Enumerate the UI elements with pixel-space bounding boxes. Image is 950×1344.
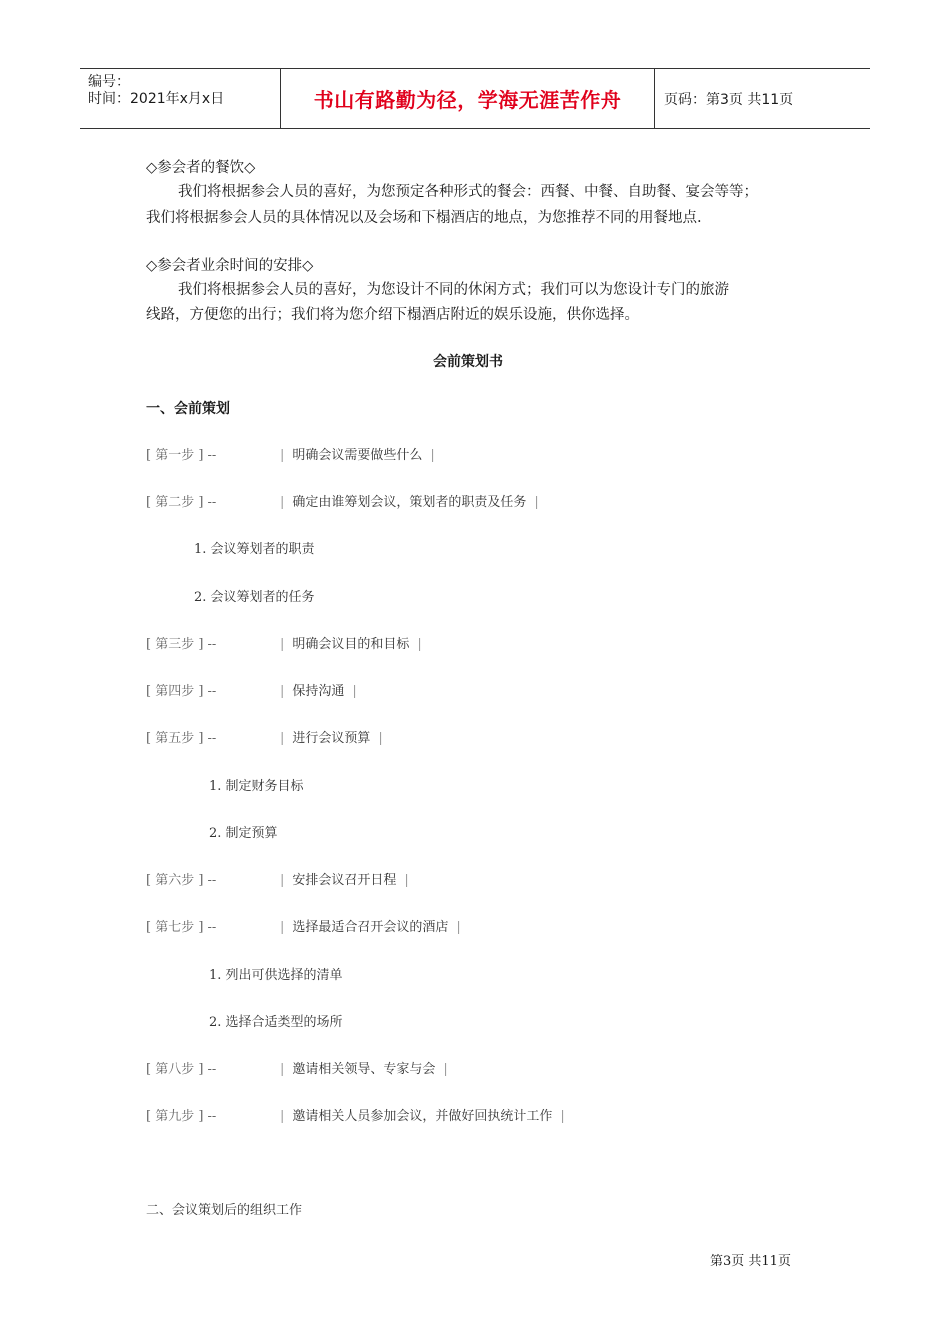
step-label: [ 第一步 ] -- — [146, 448, 217, 463]
header-motto-cell — [281, 69, 655, 128]
substep-item: 1. 制定财务目标 — [209, 779, 304, 794]
step-text: | 安排会议召开日程 | — [280, 873, 409, 888]
part1-title: 一、会前策划 — [146, 401, 230, 417]
step-text: | 保持沟通 | — [280, 684, 357, 699]
page-label: 页码：第3页 共11页 — [664, 91, 794, 108]
step-text: | 邀请相关领导、专家与会 | — [280, 1062, 448, 1077]
header-table — [80, 68, 870, 129]
step-text: | 选择最适合召开会议的酒店 | — [280, 920, 461, 935]
header-page-cell — [655, 69, 870, 128]
part2-title: 二、会议策划后的组织工作 — [146, 1203, 303, 1218]
step-text: | 进行会议预算 | — [280, 731, 383, 746]
leisure-title: ◇参会者业余时间的安排◇ — [146, 258, 314, 274]
step-text: | 明确会议目的和目标 | — [280, 637, 422, 652]
step-label: [ 第二步 ] -- — [146, 495, 217, 510]
code-label: 编号： — [88, 74, 130, 90]
doc-title: 会前策划书 — [433, 354, 503, 370]
substep-item: 2. 选择合适类型的场所 — [209, 1015, 343, 1030]
step-text: | 邀请相关人员参加会议，并做好回执统计工作 | — [280, 1109, 565, 1124]
page-footer: 第3页 共11页 — [710, 1254, 791, 1269]
header-left-cell — [80, 69, 281, 128]
step-text: | 确定由谁筹划会议，策划者的职责及任务 | — [280, 495, 539, 510]
step-label: [ 第三步 ] -- — [146, 637, 217, 652]
substep-item: 2. 制定预算 — [209, 826, 278, 841]
step-label: [ 第四步 ] -- — [146, 684, 217, 699]
dining-title: ◇参会者的餐饮◇ — [146, 160, 256, 176]
step-label: [ 第五步 ] -- — [146, 731, 217, 746]
dining-paragraph-line2: 我们将根据参会人员的具体情况以及会场和下榻酒店的地点，为您推荐不同的用餐地点. — [146, 210, 702, 226]
substep-item: 1. 会议筹划者的职责 — [194, 542, 315, 557]
time-label: 时间：2021年x月x日 — [88, 91, 225, 107]
step-text: | 明确会议需要做些什么 | — [280, 448, 435, 463]
substep-item: 1. 列出可供选择的清单 — [209, 968, 343, 983]
substep-item: 2. 会议筹划者的任务 — [194, 590, 315, 605]
step-label: [ 第八步 ] -- — [146, 1062, 217, 1077]
leisure-paragraph-line1: 我们将根据参会人员的喜好，为您设计不同的休闲方式；我们可以为您设计专门的旅游 — [178, 282, 729, 298]
motto: 书山有路勤为径，学海无涯苦作舟 — [313, 88, 622, 112]
step-label: [ 第六步 ] -- — [146, 873, 217, 888]
step-label: [ 第七步 ] -- — [146, 920, 217, 935]
leisure-paragraph-line2: 线路，方便您的出行；我们将为您介绍下榻酒店附近的娱乐设施，供你选择。 — [146, 307, 639, 323]
step-label: [ 第九步 ] -- — [146, 1109, 217, 1124]
dining-paragraph-line1: 我们将根据参会人员的喜好，为您预定各种形式的餐会：西餐、中餐、自助餐、宴会等等； — [178, 184, 758, 200]
